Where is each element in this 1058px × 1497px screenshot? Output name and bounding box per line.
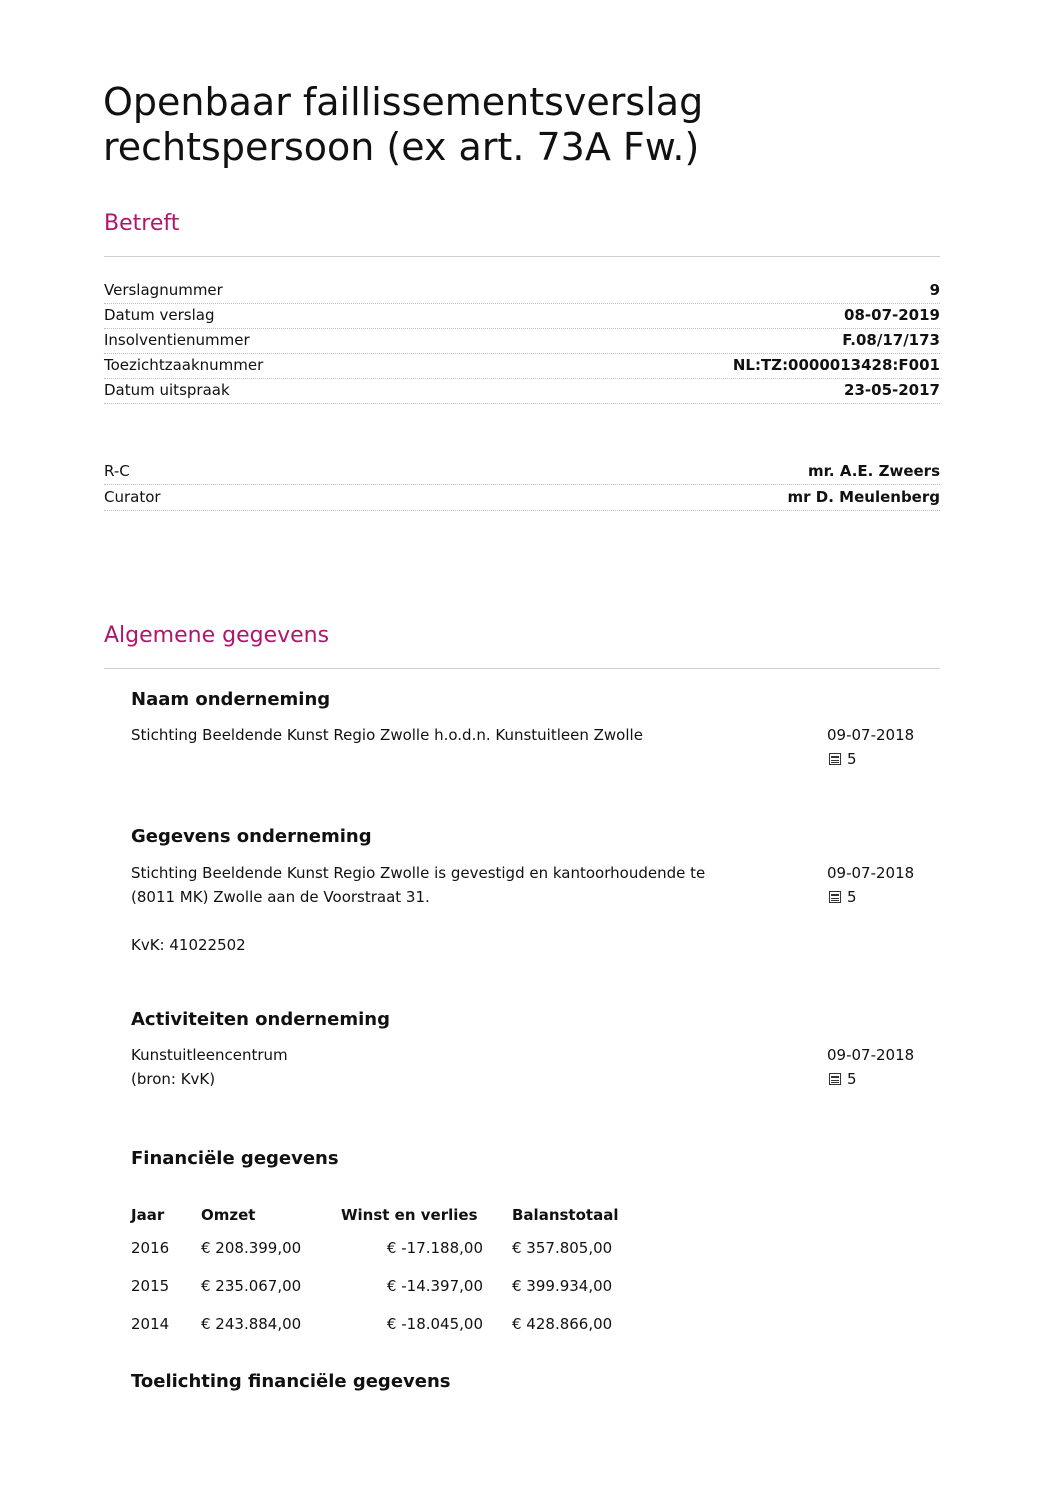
- document-icon[interactable]: [829, 1073, 841, 1085]
- column-header-omzet: Omzet: [201, 1206, 256, 1224]
- info-value: 23-05-2017: [844, 381, 940, 399]
- subsection-heading-activiteiten: Activiteiten onderneming: [131, 1009, 390, 1030]
- column-header-balanstotaal: Balanstotaal: [512, 1206, 619, 1224]
- info-label: Toezichtzaaknummer: [104, 356, 264, 374]
- document-title: Openbaar faillissementsverslag rechtspersoon (ex art. 73A Fw.): [103, 80, 704, 169]
- info-value: F.08/17/173: [842, 331, 940, 349]
- naam-date: 09-07-2018: [827, 726, 915, 744]
- cell-omzet: € 243.884,00: [201, 1315, 302, 1333]
- subsection-heading-financieel: Financiële gegevens: [131, 1148, 339, 1169]
- gegevens-text-line1: Stichting Beeldende Kunst Regio Zwolle is gevestigd en kantoorhoudende te: [131, 864, 706, 882]
- info-value: 08-07-2019: [844, 306, 940, 324]
- info-value: NL:TZ:0000013428:F001: [732, 356, 940, 374]
- cell-balans: € 428.866,00: [512, 1315, 613, 1333]
- activiteiten-text-line1: Kunstuitleencentrum: [131, 1046, 288, 1064]
- cell-winst: € -18.045,00: [386, 1315, 483, 1333]
- table-row: [131, 1229, 652, 1267]
- info-value: mr D. Meulenberg: [787, 488, 940, 506]
- gegevens-text-line2: (8011 MK) Zwolle aan de Voorstraat 31.: [131, 888, 430, 906]
- cell-omzet: € 208.399,00: [201, 1239, 302, 1257]
- activiteiten-date: 09-07-2018: [827, 1046, 915, 1064]
- section-heading-algemene-gegevens: Algemene gegevens: [104, 623, 330, 648]
- report-number[interactable]: 5: [847, 750, 857, 768]
- section-divider: [104, 256, 940, 257]
- cell-jaar: 2015: [131, 1277, 170, 1295]
- naam-text: Stichting Beeldende Kunst Regio Zwolle h.o.d.n. Kunstuitleen Zwolle: [131, 726, 643, 744]
- cell-jaar: 2016: [131, 1239, 170, 1257]
- activiteiten-report-reference[interactable]: [829, 1070, 857, 1088]
- table-row: [131, 1267, 652, 1305]
- document-icon[interactable]: [829, 891, 841, 903]
- gegevens-kvk: KvK: 41022502: [131, 936, 246, 954]
- cell-jaar: 2014: [131, 1315, 170, 1333]
- info-row-datum-verslag: [104, 303, 940, 329]
- naam-report-reference[interactable]: [829, 750, 857, 768]
- info-label: Verslagnummer: [104, 281, 223, 299]
- cell-balans: € 399.934,00: [512, 1277, 613, 1295]
- cell-winst: € -14.397,00: [386, 1277, 483, 1295]
- info-label: Datum verslag: [104, 306, 215, 324]
- subsection-heading-toelichting: Toelichting financiële gegevens: [131, 1371, 451, 1392]
- column-header-jaar: Jaar: [131, 1206, 165, 1224]
- info-row-datum-uitspraak: [104, 378, 940, 404]
- cell-winst: € -17.188,00: [386, 1239, 483, 1257]
- info-row-insolventienummer: [104, 328, 940, 354]
- info-value: mr. A.E. Zweers: [808, 462, 940, 480]
- column-header-winst-verlies: Winst en verlies: [341, 1206, 478, 1224]
- info-row-toezichtzaaknummer: [104, 353, 940, 379]
- subsection-heading-naam: Naam onderneming: [131, 689, 331, 710]
- info-label: Curator: [104, 488, 161, 506]
- gegevens-report-reference[interactable]: [829, 888, 857, 906]
- info-label: Datum uitspraak: [104, 381, 230, 399]
- info-row-verslagnummer: [104, 278, 940, 304]
- document-icon[interactable]: [829, 753, 841, 765]
- financial-table: [131, 1201, 652, 1343]
- activiteiten-text-line2: (bron: KvK): [131, 1070, 216, 1088]
- report-number[interactable]: 5: [847, 1070, 857, 1088]
- table-row: [131, 1305, 652, 1343]
- info-row-rc: [104, 459, 940, 485]
- gegevens-date: 09-07-2018: [827, 864, 915, 882]
- info-value: 9: [929, 281, 940, 299]
- table-header-row: [131, 1201, 652, 1229]
- section-divider: [104, 668, 940, 669]
- section-heading-betreft: Betreft: [104, 211, 180, 236]
- info-label: R-C: [104, 462, 130, 480]
- report-number[interactable]: 5: [847, 888, 857, 906]
- subsection-heading-gegevens: Gegevens onderneming: [131, 826, 372, 847]
- info-row-curator: [104, 485, 940, 511]
- cell-balans: € 357.805,00: [512, 1239, 613, 1257]
- cell-omzet: € 235.067,00: [201, 1277, 302, 1295]
- info-label: Insolventienummer: [104, 331, 250, 349]
